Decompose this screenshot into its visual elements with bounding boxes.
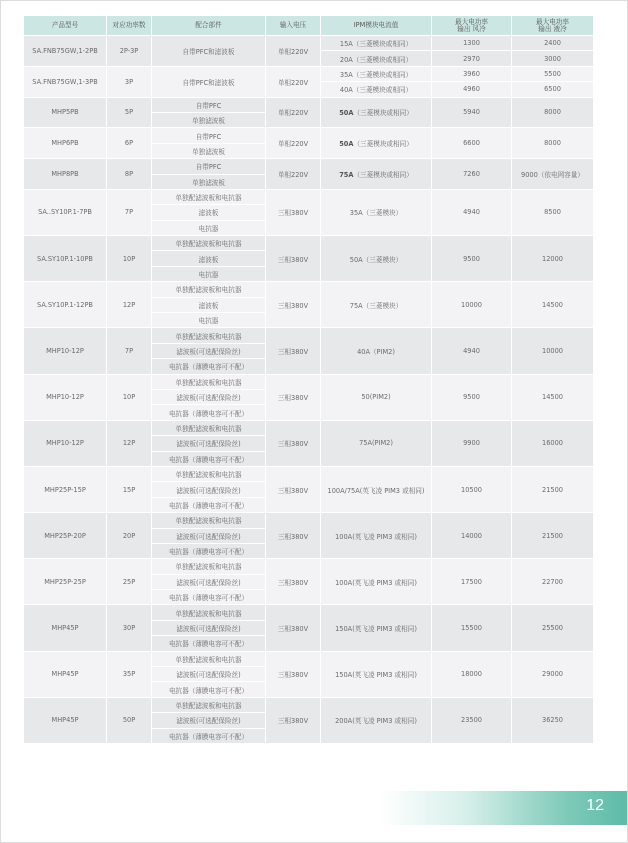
air-power-cell: 10000 [432, 282, 512, 328]
parts-cell: 单独配滤波板和电抗器 [152, 374, 266, 389]
ipm-cell: 35A（三菱模块） [321, 189, 432, 235]
power-cell: 8P [107, 159, 152, 190]
table-row [24, 513, 594, 528]
parts-cell: 单独配滤波板和电抗器 [152, 651, 266, 666]
table-row [24, 97, 594, 112]
table-row [24, 697, 594, 712]
model-cell: MHP10-12P [24, 374, 107, 420]
voltage-cell: 三相380V [266, 282, 321, 328]
voltage-cell: 单相220V [266, 128, 321, 159]
header-power: 对应功率数 [107, 16, 152, 36]
parts-cell: 滤波板(可选配保险丝) [152, 667, 266, 682]
air-power-cell: 14000 [432, 513, 512, 559]
model-cell: MHP45P [24, 651, 107, 697]
parts-cell: 电抗器（薄膜电容可不配） [152, 728, 266, 743]
power-cell: 6P [107, 128, 152, 159]
model-cell: SA.FNB75GW,1-3PB [24, 66, 107, 97]
parts-cell: 电抗器（薄膜电容可不配） [152, 636, 266, 651]
liquid-power-cell: 10000 [512, 328, 594, 374]
parts-cell: 电抗器（薄膜电容可不配） [152, 451, 266, 466]
model-cell: MHP8PB [24, 159, 107, 190]
voltage-cell: 三相380V [266, 513, 321, 559]
power-cell: 20P [107, 513, 152, 559]
air-power-cell: 18000 [432, 651, 512, 697]
header-air-line1: 最大电功率 [455, 17, 488, 26]
ipm-cell: 40A（三菱模块或相同） [321, 82, 432, 97]
ipm-module: （三菱模块或相同） [353, 109, 413, 118]
ipm-cell: 150A(英飞凌 PIM3 或相同) [321, 651, 432, 697]
ipm-cell: 15A（三菱模块或相同） [321, 36, 432, 51]
liquid-power-cell: 5500 [512, 66, 594, 81]
ipm-current: 50A [339, 109, 354, 118]
parts-cell: 单独配滤波板和电抗器 [152, 189, 266, 204]
voltage-cell: 三相380V [266, 374, 321, 420]
parts-cell: 滤波板(可选配保险丝) [152, 713, 266, 728]
table-body [24, 36, 594, 744]
parts-cell: 滤波板(可选配保险丝) [152, 528, 266, 543]
power-cell: 3P [107, 66, 152, 97]
voltage-cell: 三相380V [266, 605, 321, 651]
liquid-power-cell: 36250 [512, 697, 594, 743]
parts-cell: 单独配滤波板和电抗器 [152, 282, 266, 297]
table-row [24, 651, 594, 666]
air-power-cell: 9500 [432, 236, 512, 282]
parts-cell: 电抗器（薄膜电容可不配） [152, 543, 266, 558]
parts-cell: 电抗器（薄膜电容可不配） [152, 359, 266, 374]
parts-cell: 自带PFC和滤波板 [152, 66, 266, 97]
ipm-current: 50A [339, 140, 354, 149]
ipm-cell: 50(PIM2) [321, 374, 432, 420]
voltage-cell: 三相380V [266, 697, 321, 743]
air-power-cell: 4940 [432, 328, 512, 374]
voltage-cell: 单相220V [266, 36, 321, 67]
ipm-module: （三菱模块或相同） [353, 171, 413, 180]
parts-cell: 滤波板(可选配保险丝) [152, 343, 266, 358]
voltage-cell: 单相220V [266, 97, 321, 128]
model-cell: SA..SY10P.1-7PB [24, 189, 107, 235]
ipm-cell: 150A(英飞凌 PIM3 或相同) [321, 605, 432, 651]
header-liquid-line2: 输出 液冷 [538, 24, 567, 33]
ipm-cell: 100A(英飞凌 PIM3 或相同) [321, 513, 432, 559]
model-cell: SA.SY10P.1-10PB [24, 236, 107, 282]
air-power-cell: 17500 [432, 559, 512, 605]
voltage-cell: 三相380V [266, 559, 321, 605]
parts-cell: 电抗器（薄膜电容可不配） [152, 405, 266, 420]
table-row [24, 159, 594, 174]
model-cell: SA.FNB75GW,1-2PB [24, 36, 107, 67]
liquid-power-cell: 8000 [512, 128, 594, 159]
voltage-cell: 三相380V [266, 328, 321, 374]
parts-cell: 单独配滤波板和电抗器 [152, 328, 266, 343]
voltage-cell: 三相380V [266, 466, 321, 512]
model-cell: MHP45P [24, 697, 107, 743]
air-power-cell: 4960 [432, 82, 512, 97]
page-number: 12 [586, 797, 604, 814]
header-voltage: 输入电压 [266, 16, 321, 36]
liquid-power-cell: 8000 [512, 97, 594, 128]
parts-cell: 单独滤波板 [152, 174, 266, 189]
ipm-cell: 200A(英飞凌 PIM3 或相同) [321, 697, 432, 743]
air-power-cell: 5940 [432, 97, 512, 128]
parts-cell: 电抗器 [152, 313, 266, 328]
power-cell: 25P [107, 559, 152, 605]
ipm-cell [321, 97, 432, 128]
parts-cell: 电抗器 [152, 266, 266, 281]
table-row [24, 66, 594, 81]
parts-cell: 滤波板 [152, 251, 266, 266]
parts-cell: 滤波板(可选配保险丝) [152, 436, 266, 451]
liquid-power-cell: 9000（依电网容量） [512, 159, 594, 190]
liquid-power-cell: 21500 [512, 513, 594, 559]
air-power-cell: 1300 [432, 36, 512, 51]
parts-cell: 单独配滤波板和电抗器 [152, 236, 266, 251]
model-cell: MHP45P [24, 605, 107, 651]
table-row [24, 374, 594, 389]
parts-cell: 滤波板(可选配保险丝) [152, 482, 266, 497]
header-model: 产品型号 [24, 16, 107, 36]
air-power-cell: 23500 [432, 697, 512, 743]
liquid-power-cell: 14500 [512, 282, 594, 328]
model-cell: MHP5PB [24, 97, 107, 128]
model-cell: MHP6PB [24, 128, 107, 159]
parts-cell: 单独滤波板 [152, 112, 266, 127]
voltage-cell: 单相220V [266, 159, 321, 190]
parts-cell: 自带PFC [152, 159, 266, 174]
ipm-cell: 75A(PIM2) [321, 420, 432, 466]
parts-cell: 单独配滤波板和电抗器 [152, 605, 266, 620]
parts-cell: 单独滤波板 [152, 143, 266, 158]
air-power-cell: 9900 [432, 420, 512, 466]
power-cell: 7P [107, 328, 152, 374]
air-power-cell: 7260 [432, 159, 512, 190]
ipm-cell: 100A(英飞凌 PIM3 或相同) [321, 559, 432, 605]
voltage-cell: 三相380V [266, 420, 321, 466]
parts-cell: 自带PFC和滤波板 [152, 36, 266, 67]
power-cell: 10P [107, 236, 152, 282]
ipm-cell: 40A（PIM2) [321, 328, 432, 374]
parts-cell: 自带PFC [152, 97, 266, 112]
model-cell: MHP10-12P [24, 328, 107, 374]
header-ipm: IPM模块电流值 [321, 16, 432, 36]
air-power-cell: 15500 [432, 605, 512, 651]
parts-cell: 自带PFC [152, 128, 266, 143]
parts-cell: 电抗器（薄膜电容可不配） [152, 590, 266, 605]
power-cell: 12P [107, 282, 152, 328]
liquid-power-cell: 25500 [512, 605, 594, 651]
air-power-cell: 6600 [432, 128, 512, 159]
power-cell: 12P [107, 420, 152, 466]
table-row [24, 189, 594, 204]
table-row [24, 282, 594, 297]
parts-cell: 滤波板 [152, 205, 266, 220]
voltage-cell: 单相220V [266, 66, 321, 97]
table-row [24, 605, 594, 620]
table-row [24, 328, 594, 343]
air-power-cell: 3960 [432, 66, 512, 81]
parts-cell: 电抗器（薄膜电容可不配） [152, 682, 266, 697]
header-air-line2: 输出 风冷 [457, 24, 486, 33]
parts-cell: 单独配滤波板和电抗器 [152, 420, 266, 435]
power-cell: 10P [107, 374, 152, 420]
model-cell: MHP25P-15P [24, 466, 107, 512]
power-cell: 5P [107, 97, 152, 128]
parts-cell: 滤波板(可选配保险丝) [152, 574, 266, 589]
spec-table [23, 15, 594, 744]
liquid-power-cell: 2400 [512, 36, 594, 51]
ipm-cell: 35A（三菱模块或相同） [321, 66, 432, 81]
ipm-cell: 75A（三菱模块） [321, 282, 432, 328]
model-cell: SA.SY10P.1-12PB [24, 282, 107, 328]
ipm-cell: 50A（三菱模块） [321, 236, 432, 282]
header-parts: 配合部件 [152, 16, 266, 36]
ipm-cell [321, 128, 432, 159]
ipm-cell: 20A（三菱模块或相同） [321, 51, 432, 66]
power-cell: 50P [107, 697, 152, 743]
liquid-power-cell: 14500 [512, 374, 594, 420]
air-power-cell: 10500 [432, 466, 512, 512]
parts-cell: 滤波板(可选配保险丝) [152, 389, 266, 404]
air-power-cell: 9500 [432, 374, 512, 420]
table-row [24, 420, 594, 435]
header-liquid-cooled [512, 16, 594, 36]
ipm-module: （三菱模块或相同） [353, 140, 413, 149]
table-row [24, 128, 594, 143]
model-cell: MHP25P-20P [24, 513, 107, 559]
parts-cell: 单独配滤波板和电抗器 [152, 559, 266, 574]
model-cell: MHP25P-25P [24, 559, 107, 605]
parts-cell: 单独配滤波板和电抗器 [152, 466, 266, 481]
parts-cell: 电抗器（薄膜电容可不配） [152, 497, 266, 512]
parts-cell: 电抗器 [152, 220, 266, 235]
power-cell: 30P [107, 605, 152, 651]
air-power-cell: 4940 [432, 189, 512, 235]
voltage-cell: 三相380V [266, 651, 321, 697]
power-cell: 7P [107, 189, 152, 235]
header-air-cooled [432, 16, 512, 36]
liquid-power-cell: 21500 [512, 466, 594, 512]
liquid-power-cell: 6500 [512, 82, 594, 97]
ipm-cell [321, 159, 432, 190]
table-row [24, 466, 594, 481]
liquid-power-cell: 3000 [512, 51, 594, 66]
parts-cell: 单独配滤波板和电抗器 [152, 513, 266, 528]
ipm-current: 75A [339, 171, 354, 180]
ipm-cell: 100A/75A(英飞凌 PIM3 或相同) [321, 466, 432, 512]
power-cell: 2P-3P [107, 36, 152, 67]
table-row [24, 236, 594, 251]
liquid-power-cell: 16000 [512, 420, 594, 466]
power-cell: 35P [107, 651, 152, 697]
header-row [24, 16, 594, 36]
parts-cell: 单独配滤波板和电抗器 [152, 697, 266, 712]
power-cell: 15P [107, 466, 152, 512]
air-power-cell: 2970 [432, 51, 512, 66]
liquid-power-cell: 22700 [512, 559, 594, 605]
header-liquid-line1: 最大电功率 [536, 17, 569, 26]
liquid-power-cell: 12000 [512, 236, 594, 282]
voltage-cell: 三相380V [266, 189, 321, 235]
parts-cell: 滤波板(可选配保险丝) [152, 620, 266, 635]
table-row [24, 559, 594, 574]
voltage-cell: 三相380V [266, 236, 321, 282]
table-row [24, 36, 594, 51]
parts-cell: 滤波板 [152, 297, 266, 312]
liquid-power-cell: 8500 [512, 189, 594, 235]
model-cell: MHP10-12P [24, 420, 107, 466]
liquid-power-cell: 29000 [512, 651, 594, 697]
